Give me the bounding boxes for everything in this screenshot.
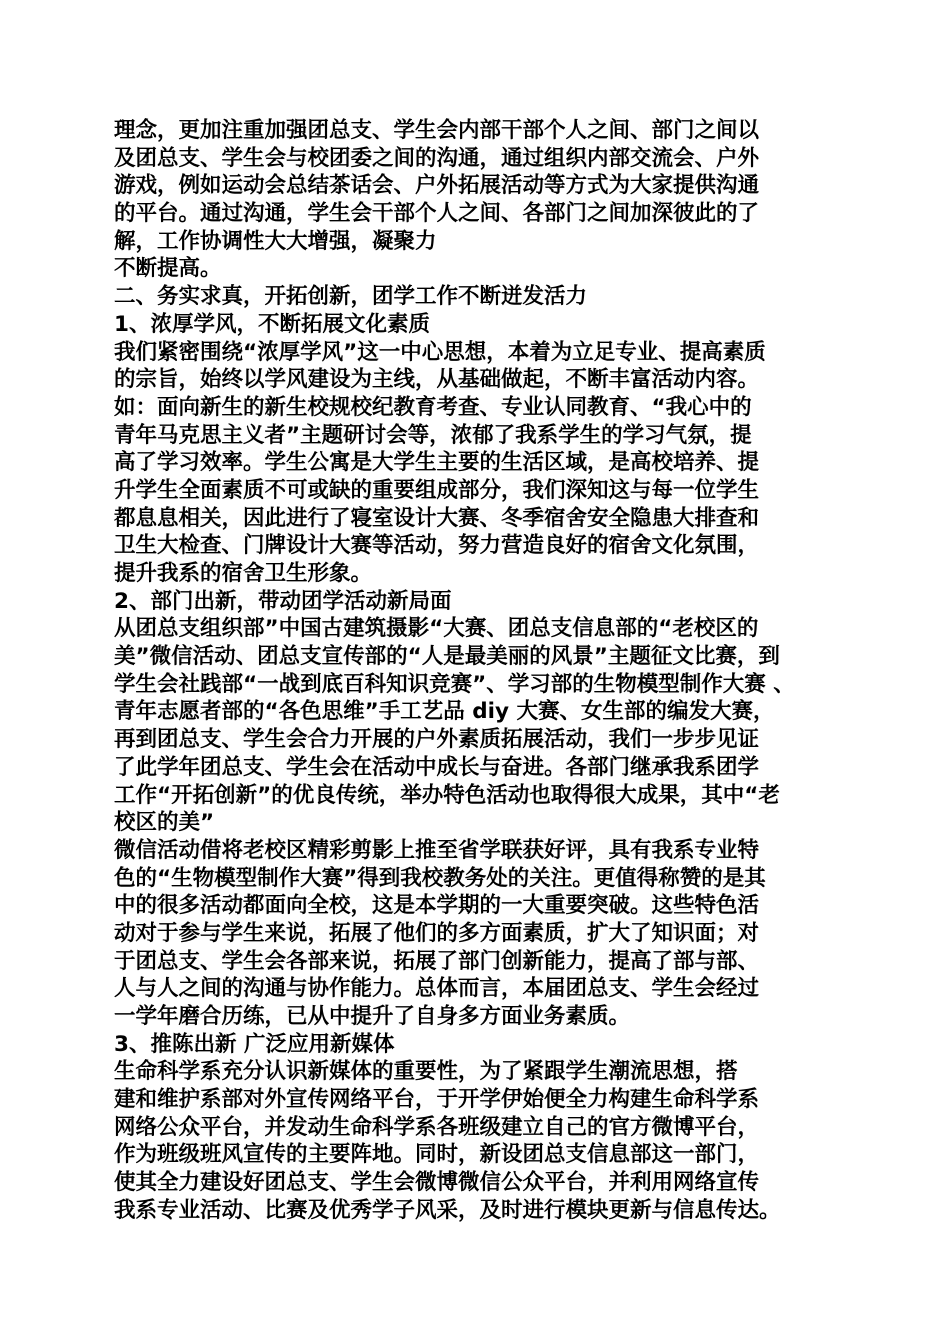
text-line: 如：面向新生的新生校规校纪教育考查、专业认同教育、“我心中的 xyxy=(114,394,752,420)
text-line: 于团总支、学生会各部来说，拓展了部门创新能力，提高了部与部、 xyxy=(114,948,760,974)
text-line: 卫生大检查、门牌设计大赛等活动，努力营造良好的宿舍文化氛围， xyxy=(114,533,760,559)
text-line: 从团总支组织部”中国古建筑摄影“大赛、团总支信息部的“老校区的 xyxy=(114,616,759,642)
text-line: 我们紧密围绕“浓厚学风”这一中心思想，本着为立足专业、提高素质 xyxy=(114,339,766,365)
text-line: 学生会社践部“一战到底百科知识竞赛”、学习部的生物模型制作大赛 、 xyxy=(114,671,795,697)
text-line: 色的“生物模型制作大赛”得到我校教务处的关注。更值得称赞的是其 xyxy=(114,865,766,891)
text-line: 网络公众平台，并发动生命科学系各班级建立自己的官方微博平台， xyxy=(114,1114,760,1140)
text-line: 使其全力建设好团总支、学生会微博微信公众平台，并利用网络宣传 xyxy=(114,1170,760,1196)
text-line: 不断提高。 xyxy=(114,256,222,282)
text-line: 提升我系的宿舍卫生形象。 xyxy=(114,561,373,586)
text-line: 人与人之间的沟通与协作能力。总体而言，本届团总支、学生会经过 xyxy=(114,976,760,1002)
text-line: 建和维护系部对外宣传网络平台，于开学伊始便全力构建生命科学系 xyxy=(114,1087,760,1113)
text-line: 解，工作协调性大大增强，凝聚力 xyxy=(114,228,437,254)
text-line: 及团总支、学生会与校团委之间的沟通，通过组织内部交流会、户外 xyxy=(114,145,760,171)
text-line: 微信活动借将老校区精彩剪影上推至省学联获好评，具有我系专业特 xyxy=(114,837,760,863)
text-line: 我系专业活动、比赛及优秀学子风采，及时进行模块更新与信息传达。 xyxy=(114,1197,781,1223)
subsection-heading: 2、部门出新，带动团学活动新局面 xyxy=(114,588,452,614)
text-line: 青年志愿者部的“各色思维”手工艺品 diy 大赛、女生部的编发大赛， xyxy=(114,699,775,725)
text-line: 中的很多活动都面向全校，这是本学期的一大重要突破。这些特色活 xyxy=(114,893,760,919)
text-line: 的宗旨，始终以学风建设为主线，从基础做起，不断丰富活动内容。 xyxy=(114,367,760,393)
text-line: 作为班级班风宣传的主要阵地。同时，新设团总支信息部这一部门， xyxy=(114,1142,760,1168)
text-line: 美”微信活动、团总支宣传部的“人是最美丽的风景”主题征文比赛，到 xyxy=(114,644,780,670)
text-line: 校区的美” xyxy=(114,810,215,836)
text-line: 升学生全面素质不可或缺的重要组成部分，我们深知这与每一位学生 xyxy=(114,477,760,503)
text-line: 游戏，例如运动会总结茶话会、户外拓展活动等方式为大家提供沟通 xyxy=(114,173,760,199)
text-line: 一学年磨合历练，已从中提升了自身多方面业务素质。 xyxy=(114,1004,631,1029)
text-line: 工作“开拓创新”的优良传统，举办特色活动也取得很大成果，其中“老 xyxy=(114,782,780,808)
text-line: 高了学习效率。学生公寓是大学生主要的生活区域，是高校培养、提 xyxy=(114,450,760,476)
text-line: 都息息相关，因此进行了寝室设计大赛、冬季宿舍安全隐患大排查和 xyxy=(114,505,760,531)
text-line: 生命科学系充分认识新媒体的重要性，为了紧跟学生潮流思想，搭 xyxy=(114,1059,738,1085)
text-line: 再到团总支、学生会合力开展的户外素质拓展活动，我们一步步见证 xyxy=(114,727,760,753)
subsection-heading: 1、浓厚学风，不断拓展文化素质 xyxy=(114,311,430,337)
text-line: 的平台。通过沟通，学生会干部个人之间、各部门之间加深彼此的了 xyxy=(114,201,760,227)
text-line: 青年马克思主义者”主题研讨会等，浓郁了我系学生的学习气氛，提 xyxy=(114,422,752,448)
subsection-heading: 3、推陈出新 广泛应用新媒体 xyxy=(114,1031,395,1057)
text-line: 理念，更加注重加强团总支、学生会内部干部个人之间、部门之间以 xyxy=(114,118,760,143)
text-line: 动对于参与学生来说，拓展了他们的多方面素质，扩大了知识面；对 xyxy=(114,920,760,946)
document-body xyxy=(114,117,844,1225)
text-line: 了此学年团总支、学生会在活动中成长与奋进。各部门继承我系团学 xyxy=(114,754,760,780)
section-heading: 二、务实求真，开拓创新，团学工作不断迸发活力 xyxy=(114,284,588,310)
